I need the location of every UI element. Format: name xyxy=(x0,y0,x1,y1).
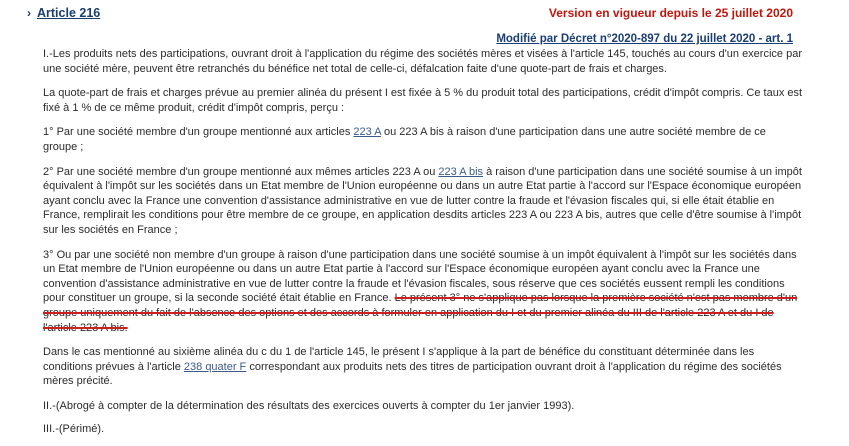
paragraph-5-struck-text: Le présent 3° ne s'applique pas lorsque la première société n'est pas membre d'un groupe uniquement du fait de l'absence des options et des accords à formuler en application du I et du premier alinéa du III de l'article 223 A et du I de l'article 223 A bis. xyxy=(43,292,798,334)
paragraph-3 xyxy=(43,125,803,154)
version-status: Version en vigueur depuis le 25 juillet 2020 xyxy=(548,6,793,20)
article-title-link[interactable]: Article 216 xyxy=(37,6,101,20)
article-header xyxy=(0,0,849,24)
modification-link[interactable]: Modifié par Décret n°2020-897 du 22 juillet 2020 - art. 1 xyxy=(496,33,793,45)
paragraph-2: La quote-part de frais et charges prévue au premier alinéa du présent I est fixée à 5 % du produit total des participations, crédit d'impôt compris. Ce taux est fixé à 1 % de ce même produit, crédit d'impôt compris, perçu : xyxy=(43,87,803,114)
paragraph-5-text: 3° Ou par une société non membre d'un groupe à raison d'une participation dans une société soumise à un impôt équivalent à l'impôt sur les sociétés dans un Etat membre de l'Union européenne ou dans un autre Etat partie à l'accord sur l'Espace économique européen ayant conclu avec la France une convention d'assistance administrative en vue de lutter contre la fraude et l'évasion fiscales, sous réserve que ces sociétés eussent rempli les conditions pour constituer un groupe, si la seconde société était établie en France. xyxy=(43,248,797,305)
paragraph-3-text-b: ou 223 A bis à raison d'une participation dans une autre société membre de ce groupe ; xyxy=(43,126,766,153)
paragraph-1: I.-Les produits nets des participations, ouvrant droit à l'application du régime des sociétés mères et visées à l'article 145, touchés au cours d'un exercice par une société mère, peuvent être retranchés du bénéfice net total de celle-ci, défalcation faite d'une quote-part de frais et charges. xyxy=(43,48,802,75)
link-article-223a-bis[interactable]: 223 A bis xyxy=(438,165,484,178)
paragraph-8: III.-(Périmé). xyxy=(43,423,105,436)
paragraph-4-text-b: à raison d'une participation dans une société soumise à un impôt équivalent à l'impôt sur les sociétés dans un Etat membre de l'Union européenne ou dans un autre Etat partie à l'accord sur l'Espace économique européen ayant conclu avec la France une convention d'assistance administrative en vue de lutter contre la fraude et l'évasion fiscales qui, si elle était établie en France, remplirait les conditions pour être membre de ce groupe, en application desdits articles 223 A ou 223 A bis, autres que celle d'être soumise à l'impôt sur les sociétés en France ; xyxy=(43,165,802,236)
article-content xyxy=(43,47,803,446)
paragraph-6 xyxy=(43,345,803,389)
paragraph-4 xyxy=(43,165,803,238)
paragraph-5 xyxy=(43,248,803,336)
chevron-right-icon: › xyxy=(27,6,31,20)
link-article-223a[interactable]: 223 A xyxy=(353,126,381,139)
paragraph-4-text-a: 2° Par une société membre d'un groupe mentionné aux mêmes articles 223 A ou xyxy=(43,165,439,178)
paragraph-6-text-a: Dans le cas mentionné au sixième alinéa du c du 1 de l'article 145, le présent I s'applique à la part de bénéfice du constituant déterminée dans les conditions prévues à l'article xyxy=(43,346,755,373)
link-article-238-quater-f[interactable]: 238 quater F xyxy=(183,360,247,373)
paragraph-7: II.-(Abrogé à compter de la détermination des résultats des exercices ouverts à compter du 1er janvier 1993). xyxy=(43,399,575,412)
paragraph-6-text-b: correspondant aux produits nets des titres de participation ouvrant droit à l'application du régime des sociétés mères précité. xyxy=(43,360,782,388)
paragraph-3-text-a: 1° Par une société membre d'un groupe mentionné aux articles xyxy=(43,126,354,139)
